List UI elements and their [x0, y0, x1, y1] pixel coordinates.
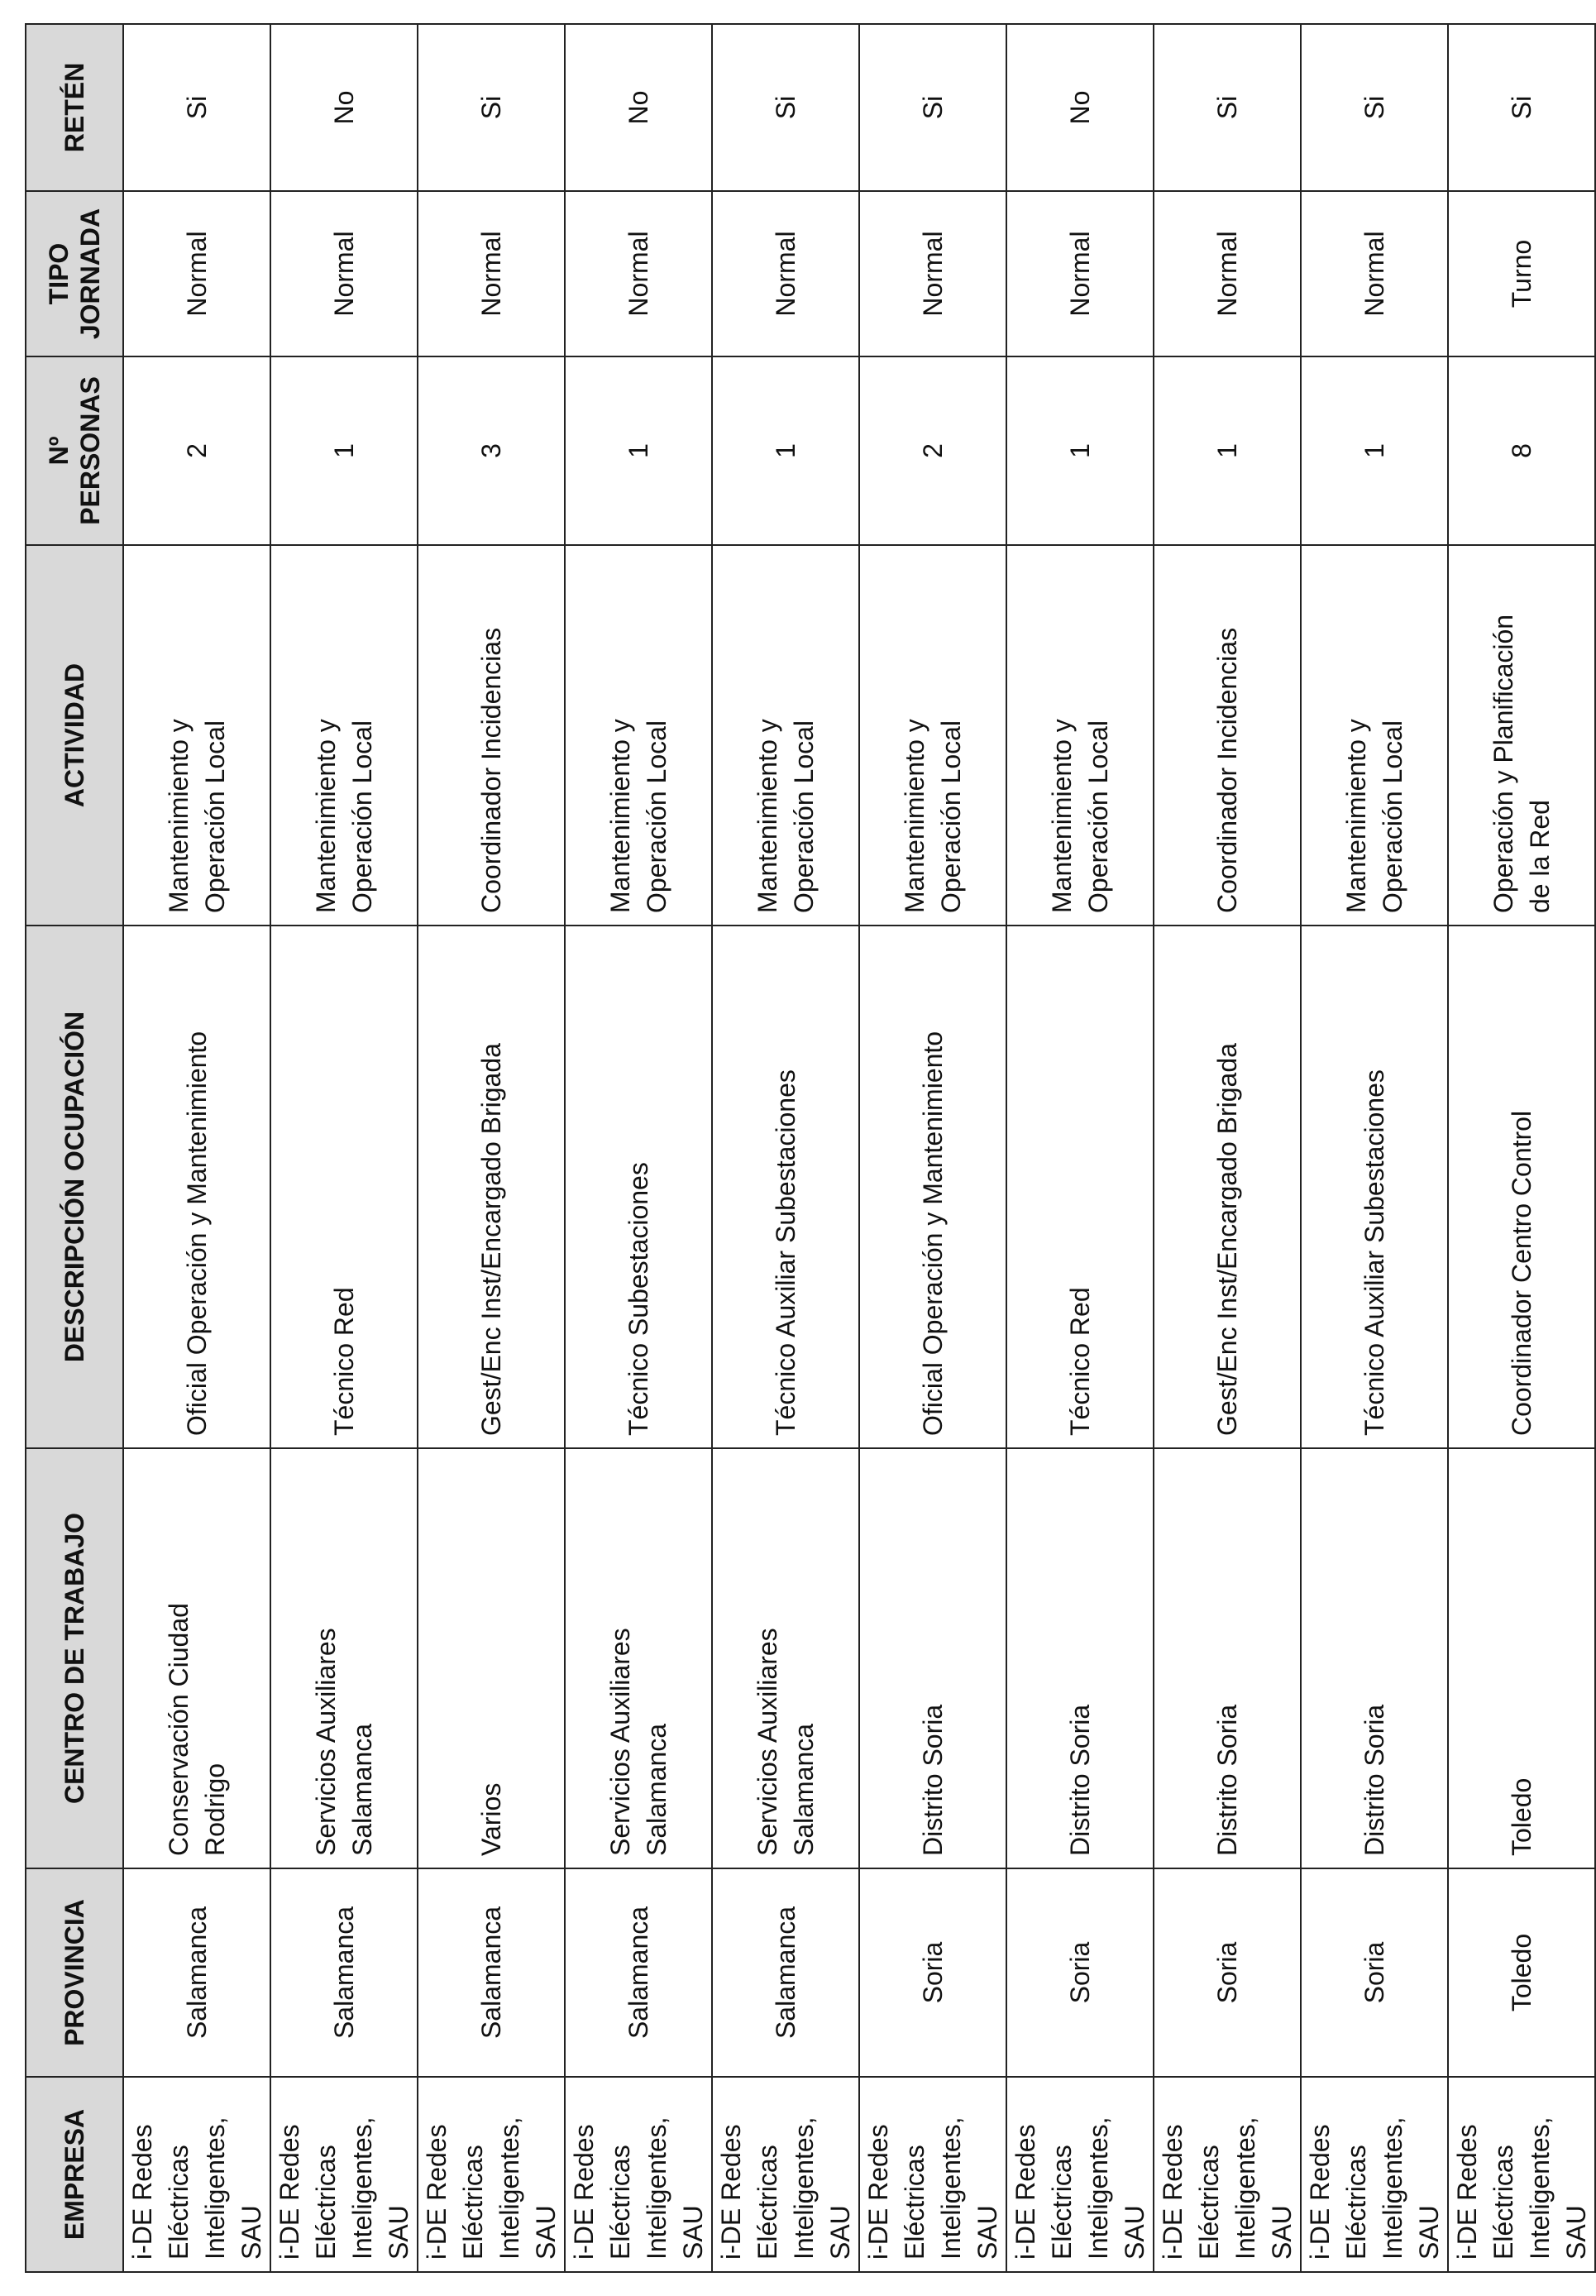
header-tipo-jornada-line1: TIPO: [44, 242, 74, 305]
cell-num-personas: 1: [1154, 356, 1301, 545]
cell-centro-trabajo: Distrito Soria: [1154, 1448, 1301, 1868]
cell-actividad: Mantenimiento y Operación Local: [270, 545, 418, 926]
table-row: [712, 24, 859, 2272]
cell-actividad: Mantenimiento y Operación Local: [859, 545, 1006, 926]
cell-num-personas: 1: [712, 356, 859, 545]
cell-descripcion-ocupacion: Técnico Auxiliar Subestaciones: [1301, 926, 1448, 1448]
header-num-personas-line1: Nº: [44, 436, 74, 466]
cell-centro-trabajo: Servicios Auxiliares Salamanca: [270, 1448, 418, 1868]
cell-tipo-jornada: Normal: [859, 191, 1006, 356]
cell-descripcion-ocupacion: Técnico Subestaciones: [565, 926, 712, 1448]
header-tipo-jornada-line2: JORNADA: [75, 208, 105, 340]
cell-reten: Si: [123, 24, 270, 191]
cell-reten: Si: [1448, 24, 1595, 191]
cell-empresa: i-DE Redes Eléctricas Inteligentes, SAU: [418, 2077, 565, 2272]
table-row: [418, 24, 565, 2272]
cell-centro-trabajo: Distrito Soria: [1301, 1448, 1448, 1868]
cell-actividad: Coordinador Incidencias: [418, 545, 565, 926]
personnel-table: [25, 23, 1596, 2273]
cell-num-personas: 1: [270, 356, 418, 545]
cell-tipo-jornada: Normal: [270, 191, 418, 356]
cell-provincia: Soria: [1006, 1868, 1154, 2077]
cell-descripcion-ocupacion: Oficial Operación y Mantenimiento: [859, 926, 1006, 1448]
cell-num-personas: 2: [859, 356, 1006, 545]
table-row: [1154, 24, 1301, 2272]
cell-tipo-jornada: Normal: [418, 191, 565, 356]
cell-actividad: Mantenimiento y Operación Local: [123, 545, 270, 926]
header-centro-trabajo: CENTRO DE TRABAJO: [26, 1448, 123, 1868]
cell-reten: Si: [859, 24, 1006, 191]
cell-tipo-jornada: Normal: [1154, 191, 1301, 356]
cell-centro-trabajo: Distrito Soria: [859, 1448, 1006, 1868]
header-num-personas: [26, 356, 123, 545]
cell-tipo-jornada: Normal: [123, 191, 270, 356]
table-row: [565, 24, 712, 2272]
header-reten: RETÉN: [26, 24, 123, 191]
cell-tipo-jornada: Normal: [565, 191, 712, 356]
cell-actividad: Mantenimiento y Operación Local: [1301, 545, 1448, 926]
cell-centro-trabajo: Servicios Auxiliares Salamanca: [712, 1448, 859, 1868]
cell-descripcion-ocupacion: Técnico Auxiliar Subestaciones: [712, 926, 859, 1448]
cell-tipo-jornada: Normal: [712, 191, 859, 356]
cell-empresa: i-DE Redes Eléctricas Inteligentes, SAU: [270, 2077, 418, 2272]
cell-tipo-jornada: Turno: [1448, 191, 1595, 356]
cell-num-personas: 1: [1301, 356, 1448, 545]
cell-provincia: Salamanca: [712, 1868, 859, 2077]
cell-descripcion-ocupacion: Coordinador Centro Control: [1448, 926, 1595, 1448]
cell-reten: Si: [1301, 24, 1448, 191]
cell-descripcion-ocupacion: Técnico Red: [1006, 926, 1154, 1448]
cell-provincia: Salamanca: [270, 1868, 418, 2077]
cell-empresa: i-DE Redes Eléctricas Inteligentes, SAU: [1154, 2077, 1301, 2272]
cell-provincia: Soria: [1154, 1868, 1301, 2077]
cell-descripcion-ocupacion: Oficial Operación y Mantenimiento: [123, 926, 270, 1448]
cell-provincia: Salamanca: [123, 1868, 270, 2077]
cell-provincia: Toledo: [1448, 1868, 1595, 2077]
header-descripcion-ocupacion: DESCRIPCIÓN OCUPACIÓN: [26, 926, 123, 1448]
cell-empresa: i-DE Redes Eléctricas Inteligentes, SAU: [123, 2077, 270, 2272]
cell-num-personas: 2: [123, 356, 270, 545]
cell-actividad: Coordinador Incidencias: [1154, 545, 1301, 926]
header-row: [26, 24, 123, 2272]
rotated-table-page: [25, 25, 1591, 2273]
cell-centro-trabajo: Servicios Auxiliares Salamanca: [565, 1448, 712, 1868]
header-num-personas-line2: PERSONAS: [75, 376, 105, 525]
header-actividad: ACTIVIDAD: [26, 545, 123, 926]
cell-tipo-jornada: Normal: [1006, 191, 1154, 356]
cell-reten: No: [565, 24, 712, 191]
header-provincia: PROVINCIA: [26, 1868, 123, 2077]
cell-provincia: Soria: [859, 1868, 1006, 2077]
cell-centro-trabajo: Conservación Ciudad Rodrigo: [123, 1448, 270, 1868]
cell-reten: No: [270, 24, 418, 191]
cell-num-personas: 1: [1006, 356, 1154, 545]
cell-reten: No: [1006, 24, 1154, 191]
table-row: [1006, 24, 1154, 2272]
table-row: [270, 24, 418, 2272]
header-empresa: EMPRESA: [26, 2077, 123, 2272]
table-row: [1448, 24, 1595, 2272]
cell-empresa: i-DE Redes Eléctricas Inteligentes, SAU: [1301, 2077, 1448, 2272]
cell-centro-trabajo: Toledo: [1448, 1448, 1595, 1868]
cell-provincia: Salamanca: [418, 1868, 565, 2077]
cell-centro-trabajo: Distrito Soria: [1006, 1448, 1154, 1868]
table-row: [123, 24, 270, 2272]
cell-actividad: Mantenimiento y Operación Local: [712, 545, 859, 926]
cell-num-personas: 8: [1448, 356, 1595, 545]
cell-empresa: i-DE Redes Eléctricas Inteligentes, SAU: [859, 2077, 1006, 2272]
cell-actividad: Operación y Planificación de la Red: [1448, 545, 1595, 926]
cell-tipo-jornada: Normal: [1301, 191, 1448, 356]
cell-centro-trabajo: Varios: [418, 1448, 565, 1868]
header-tipo-jornada: [26, 191, 123, 356]
cell-empresa: i-DE Redes Eléctricas Inteligentes, SAU: [1006, 2077, 1154, 2272]
cell-provincia: Soria: [1301, 1868, 1448, 2077]
cell-reten: Si: [418, 24, 565, 191]
cell-actividad: Mantenimiento y Operación Local: [565, 545, 712, 926]
cell-provincia: Salamanca: [565, 1868, 712, 2077]
cell-num-personas: 3: [418, 356, 565, 545]
cell-descripcion-ocupacion: Técnico Red: [270, 926, 418, 1448]
cell-empresa: i-DE Redes Eléctricas Inteligentes, SAU: [712, 2077, 859, 2272]
cell-empresa: i-DE Redes Eléctricas Inteligentes, SAU: [1448, 2077, 1595, 2272]
cell-descripcion-ocupacion: Gest/Enc Inst/Encargado Brigada: [418, 926, 565, 1448]
cell-reten: Si: [1154, 24, 1301, 191]
cell-actividad: Mantenimiento y Operación Local: [1006, 545, 1154, 926]
cell-reten: Si: [712, 24, 859, 191]
cell-descripcion-ocupacion: Gest/Enc Inst/Encargado Brigada: [1154, 926, 1301, 1448]
table-row: [1301, 24, 1448, 2272]
table-row: [859, 24, 1006, 2272]
cell-num-personas: 1: [565, 356, 712, 545]
cell-empresa: i-DE Redes Eléctricas Inteligentes, SAU: [565, 2077, 712, 2272]
